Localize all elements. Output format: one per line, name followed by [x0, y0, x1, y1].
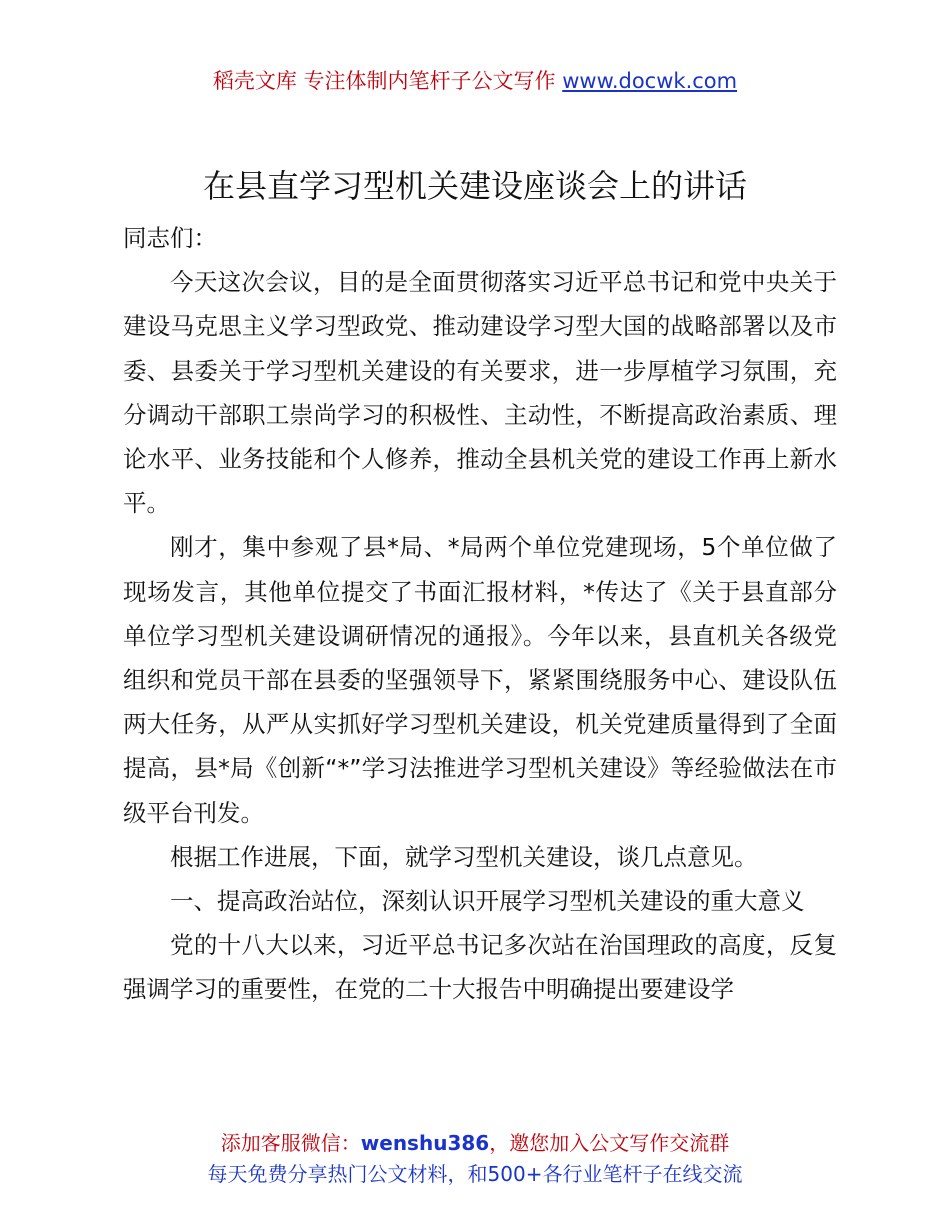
paragraph-2: 刚才，集中参观了县*局、*局两个单位党建现场，5个单位做了现场发言，其他单位提交了书面汇报材料，*传达了《关于县直部分单位学习型机关建设调研情况的通报》。今年以来，县直机关各级党组织和党员干部在县委的坚强领导下，紧紧围绕服务中心、建设队伍两大任务，从严从实抓好学习型机关建设，机关党建质量得到了全面提高，县*局《创新“*”学习法推进学习型机关建设》等经验做法在市级平台刊发。 [123, 533, 837, 827]
paragraph-1: 今天这次会议，目的是全面贯彻落实习近平总书记和党中央关于建设马克思主义学习型政党、推动建设学习型大国的战略部署以及市委、县委关于学习型机关建设的有关要求，进一步厚植学习氛围，充分调动干部职工崇尚学习的积极性、主动性，不断提高政治素质、理论水平、业务技能和个人修养，推动全县机关党的建设工作再上新水平。 [123, 268, 837, 518]
footer-wechat-prefix: 添加客服微信： [220, 1131, 361, 1155]
site-header-banner [0, 66, 950, 96]
document-body [123, 216, 837, 1012]
section-heading-1: 一、提高政治站位，深刻认识开展学习型机关建设的重大意义 [170, 887, 805, 916]
paragraph-3: 根据工作进展，下面，就学习型机关建设，谈几点意见。 [170, 842, 758, 871]
site-brand-slogan: 稻壳文库 专注体制内笔杆子公文写作 [212, 69, 563, 93]
footer-wechat-id: wenshu386 [360, 1131, 490, 1155]
salutation: 同志们： [123, 224, 217, 252]
footer-promo [0, 1128, 950, 1190]
document-title: 在县直学习型机关建设座谈会上的讲话 [202, 167, 747, 205]
footer-wechat-suffix: ，邀您加入公文写作交流群 [489, 1131, 730, 1155]
site-url-link[interactable]: www.docwk.com [562, 69, 738, 93]
footer-line-2: 每天免费分享热门公文材料，和500+各行业笔杆子在线交流 [207, 1162, 743, 1186]
paragraph-4: 党的十八大以来，习近平总书记多次站在治国理政的高度，反复强调学习的重要性，在党的二十大报告中明确提出要建设学 [123, 931, 837, 1004]
footer-line-1 [0, 1128, 950, 1159]
